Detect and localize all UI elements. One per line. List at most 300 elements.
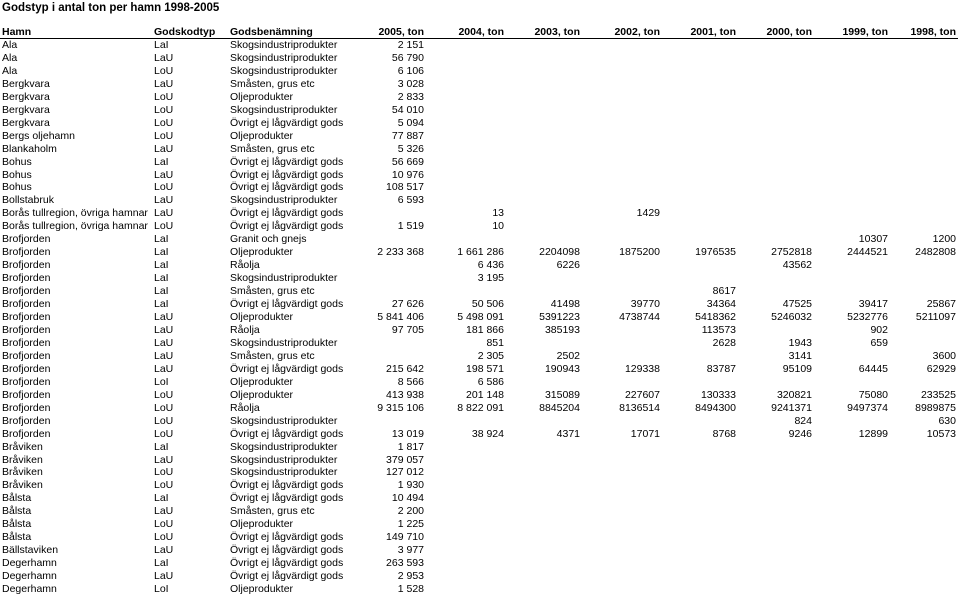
cell-1998: [890, 207, 958, 220]
cell-2000: [738, 156, 814, 169]
cell-1999: [814, 518, 890, 531]
cell-1999: 659: [870, 336, 888, 349]
cell-godskodtyp: LaU: [154, 51, 174, 64]
col-header-godsbenamning: Godsbenämning: [228, 26, 354, 39]
cell-1998: [890, 91, 958, 104]
table-row: [0, 415, 958, 428]
cell-2001: [662, 479, 738, 492]
cell-1998: 233525: [920, 388, 956, 401]
cell-2003: [506, 104, 582, 117]
cell-godskodtyp: LaI: [154, 557, 169, 570]
cell-2005: 97 705: [391, 323, 424, 336]
table-row: [0, 454, 958, 467]
cell-godsbenamning: Råolja: [230, 259, 260, 272]
cell-1999: [814, 130, 890, 143]
cell-godskodtyp: LaU: [154, 207, 174, 220]
table-row: [0, 169, 958, 182]
cell-2005: 5 326: [397, 142, 424, 155]
cell-2001: [662, 143, 738, 156]
cell-2004: 3 195: [477, 272, 504, 285]
cell-2003: 2502: [556, 349, 580, 362]
cell-2005: 6 106: [397, 64, 424, 77]
cell-1999: [814, 220, 890, 233]
cell-2002: 129338: [624, 362, 660, 375]
table-row: [0, 518, 958, 531]
table-row: [0, 39, 958, 52]
cell-1999: [814, 39, 890, 52]
cell-2003: 4371: [556, 427, 580, 440]
cell-1998: [890, 505, 958, 518]
cell-1998: [890, 492, 958, 505]
cell-godsbenamning: Oljeprodukter: [230, 246, 294, 259]
cell-2000: [738, 492, 814, 505]
cell-1999: [814, 52, 890, 65]
cell-godskodtyp: LoU: [154, 90, 174, 103]
cell-1998: [890, 181, 958, 194]
cell-hamn: Bohus: [2, 155, 32, 168]
cell-2005: 10 976: [391, 168, 424, 181]
cell-hamn: Brofjorden: [2, 285, 51, 298]
cell-hamn: Borås tullregion, övriga hamnar: [2, 207, 148, 220]
cell-godskodtyp: LoU: [154, 531, 174, 544]
cell-godskodtyp: LaI: [154, 285, 169, 298]
cell-2002: [582, 324, 662, 337]
cell-godskodtyp: LoU: [154, 466, 174, 479]
cell-2001: 1976535: [695, 246, 736, 259]
cell-godskodtyp: LaU: [154, 168, 174, 181]
cell-2005: 1 225: [397, 518, 424, 531]
cell-1998: [890, 557, 958, 570]
cell-2000: 43562: [782, 259, 812, 272]
cell-2001: [662, 272, 738, 285]
cell-2002: [582, 117, 662, 130]
table-row: [0, 337, 958, 350]
cell-2001: [662, 181, 738, 194]
cell-hamn: Brofjorden: [2, 259, 51, 272]
cell-godskodtyp: LoU: [154, 220, 174, 233]
cell-2000: [738, 52, 814, 65]
cell-hamn: Ala: [2, 51, 18, 64]
cell-2000: [738, 207, 814, 220]
cell-2004: [426, 169, 506, 182]
cell-2003: [506, 479, 582, 492]
cell-2004: [426, 531, 506, 544]
col-header-2004: 2004, ton: [426, 26, 506, 39]
cell-2005: 2 151: [397, 39, 424, 51]
cell-hamn: Bergkvara: [2, 90, 50, 103]
cell-2002: 4738744: [619, 311, 660, 324]
cell-2000: [738, 583, 814, 596]
cell-1999: [814, 272, 890, 285]
cell-godsbenamning: Skogsindustriprodukter: [230, 272, 338, 285]
cell-1998: [890, 65, 958, 78]
cell-hamn: Brofjorden: [2, 362, 51, 375]
cell-2002: [582, 156, 662, 169]
cell-2005: [354, 207, 426, 220]
cell-2004: [426, 518, 506, 531]
header-row: [0, 26, 958, 39]
cell-2005: 215 642: [386, 362, 424, 375]
cell-godsbenamning: Övrigt ej lågvärdigt gods: [230, 427, 344, 440]
cell-hamn: Degerhamn: [2, 570, 57, 583]
table-row: [0, 311, 958, 324]
cell-2001: [662, 130, 738, 143]
cell-2002: [582, 169, 662, 182]
cell-godskodtyp: LaI: [154, 492, 169, 505]
cell-godsbenamning: Övrigt ej lågvärdigt gods: [230, 181, 344, 194]
cell-2003: [506, 78, 582, 91]
cell-godskodtyp: LaU: [154, 194, 174, 207]
cell-1999: [814, 143, 890, 156]
cell-2005: [354, 415, 426, 428]
cell-2003: [506, 143, 582, 156]
cell-2003: [506, 583, 582, 596]
cell-2001: 5418362: [695, 311, 736, 324]
cell-2002: [582, 466, 662, 479]
cell-2004: [426, 492, 506, 505]
cell-godskodtyp: LaI: [154, 259, 169, 272]
cell-1998: 25867: [926, 298, 956, 311]
cell-godskodtyp: LoU: [154, 181, 174, 194]
cell-2003: [506, 52, 582, 65]
cell-2003: 6226: [556, 259, 580, 272]
cell-2002: 227607: [624, 388, 660, 401]
cell-godsbenamning: Oljeprodukter: [230, 518, 294, 531]
cell-1999: [814, 583, 890, 596]
cell-godsbenamning: Skogsindustriprodukter: [230, 39, 338, 51]
cell-2003: [506, 156, 582, 169]
cell-godskodtyp: LoU: [154, 388, 174, 401]
cell-1998: [890, 156, 958, 169]
cell-1998: [890, 544, 958, 557]
cell-godskodtyp: LoU: [154, 103, 174, 116]
cell-1998: [890, 583, 958, 596]
cell-godsbenamning: Skogsindustriprodukter: [230, 414, 338, 427]
cell-2000: 1943: [788, 336, 812, 349]
cell-godsbenamning: Övrigt ej lågvärdigt gods: [230, 155, 344, 168]
cell-1998: [890, 104, 958, 117]
cell-2004: [426, 65, 506, 78]
cell-godsbenamning: Småsten, grus etc: [230, 349, 315, 362]
cell-1999: [814, 415, 890, 428]
cell-2001: [662, 156, 738, 169]
cell-1998: [890, 454, 958, 467]
cell-2005: 6 593: [397, 194, 424, 207]
cell-2000: [738, 117, 814, 130]
cell-hamn: Degerhamn: [2, 557, 57, 570]
cell-hamn: Bråviken: [2, 466, 43, 479]
cell-godskodtyp: LaU: [154, 323, 174, 336]
cell-2002: [582, 544, 662, 557]
cell-1998: [890, 78, 958, 91]
cell-2005: 54 010: [391, 103, 424, 116]
cell-godskodtyp: LoU: [154, 427, 174, 440]
cell-2005: 2 953: [397, 570, 424, 583]
cell-2004: [426, 194, 506, 207]
cell-2005: [354, 337, 426, 350]
cell-godsbenamning: Småsten, grus etc: [230, 505, 315, 518]
cell-1998: [890, 441, 958, 454]
cell-1998: 5211097: [915, 311, 956, 324]
cell-2000: 824: [794, 414, 812, 427]
table-row: [0, 246, 958, 259]
cell-2000: [738, 441, 814, 454]
cell-1999: [814, 65, 890, 78]
cell-2004: [426, 557, 506, 570]
table-row: [0, 544, 958, 557]
cell-2000: [738, 194, 814, 207]
cell-godsbenamning: Övrigt ej lågvärdigt gods: [230, 531, 344, 544]
cell-godskodtyp: LaU: [154, 311, 174, 324]
cell-2000: 95109: [782, 362, 812, 375]
cell-2002: [582, 492, 662, 505]
cell-godskodtyp: LaU: [154, 349, 174, 362]
cell-2002: [582, 285, 662, 298]
cell-godsbenamning: Övrigt ej lågvärdigt gods: [230, 168, 344, 181]
cell-2000: [738, 169, 814, 182]
cell-1999: [814, 285, 890, 298]
cell-2004: 201 148: [466, 388, 504, 401]
cell-2003: 8845204: [539, 401, 580, 414]
table-row: [0, 117, 958, 130]
table-row: [0, 194, 958, 207]
cell-1998: [890, 220, 958, 233]
cell-godskodtyp: LaI: [154, 298, 169, 311]
cell-1999: 5232776: [847, 311, 888, 324]
cell-godsbenamning: Oljeprodukter: [230, 375, 294, 388]
cell-hamn: Bålsta: [2, 505, 32, 518]
cell-godskodtyp: LaU: [154, 142, 174, 155]
cell-2004: 10: [492, 220, 504, 233]
cell-2001: 130333: [700, 388, 736, 401]
cell-godsbenamning: Skogsindustriprodukter: [230, 51, 338, 64]
cell-2001: [662, 169, 738, 182]
cell-2001: [662, 39, 738, 52]
cell-2001: 8768: [712, 427, 736, 440]
cell-hamn: Bällstaviken: [2, 544, 59, 557]
cell-2001: [662, 104, 738, 117]
cell-2005: 263 593: [386, 557, 424, 570]
cell-1999: [814, 466, 890, 479]
table-row: [0, 259, 958, 272]
cell-2003: [506, 169, 582, 182]
cell-1999: 902: [870, 323, 888, 336]
cell-2000: [738, 78, 814, 91]
cell-2004: [426, 583, 506, 596]
cell-2002: [582, 220, 662, 233]
cell-1999: [814, 156, 890, 169]
cell-2003: 190943: [544, 362, 580, 375]
cell-2001: [662, 376, 738, 389]
cell-2002: [582, 78, 662, 91]
cell-godsbenamning: Råolja: [230, 401, 260, 414]
cell-hamn: Brofjorden: [2, 336, 51, 349]
cell-godsbenamning: Skogsindustriprodukter: [230, 453, 338, 466]
col-header-hamn: Hamn: [0, 26, 152, 39]
table-row: [0, 220, 958, 233]
table-row: [0, 181, 958, 194]
cell-godskodtyp: LoU: [154, 518, 174, 531]
cell-2000: [738, 65, 814, 78]
cell-2004: [426, 454, 506, 467]
cell-2005: 8 566: [397, 375, 424, 388]
cell-2000: 2752818: [771, 246, 812, 259]
cell-1998: [890, 570, 958, 583]
cell-2005: 9 315 106: [377, 401, 424, 414]
cell-1998: [890, 169, 958, 182]
cell-hamn: Bråviken: [2, 440, 43, 453]
cell-1999: [814, 376, 890, 389]
cell-2002: [582, 505, 662, 518]
cell-1999: [814, 104, 890, 117]
cell-2004: [426, 233, 506, 246]
cell-hamn: Brofjorden: [2, 311, 51, 324]
col-header-2001: 2001, ton: [662, 26, 738, 39]
cell-2004: 181 866: [466, 323, 504, 336]
cell-1999: [814, 441, 890, 454]
cell-2003: [506, 65, 582, 78]
cell-2002: 1875200: [619, 246, 660, 259]
cell-hamn: Brofjorden: [2, 349, 51, 362]
table-row: [0, 104, 958, 117]
cell-2004: [426, 91, 506, 104]
cell-hamn: Bergs oljehamn: [2, 129, 75, 142]
cell-2004: 50 506: [471, 298, 504, 311]
cell-2001: [662, 415, 738, 428]
cell-hamn: Bråviken: [2, 453, 43, 466]
cell-godsbenamning: Övrigt ej lågvärdigt gods: [230, 116, 344, 129]
cell-2000: 3141: [788, 349, 812, 362]
table-row: [0, 272, 958, 285]
cell-1999: 75080: [858, 388, 888, 401]
cell-1999: 2444521: [847, 246, 888, 259]
cell-2004: [426, 570, 506, 583]
cell-2004: [426, 143, 506, 156]
cell-godskodtyp: LoU: [154, 116, 174, 129]
cell-godsbenamning: Oljeprodukter: [230, 311, 294, 324]
cell-1998: 3600: [932, 349, 956, 362]
cell-2002: [582, 350, 662, 363]
cell-1999: 9497374: [847, 401, 888, 414]
cell-2005: 77 887: [391, 129, 424, 142]
cell-2005: 2 200: [397, 505, 424, 518]
cell-godskodtyp: LaU: [154, 336, 174, 349]
cell-1998: 630: [938, 414, 956, 427]
cell-godsbenamning: Skogsindustriprodukter: [230, 440, 338, 453]
cell-2004: 6 436: [477, 259, 504, 272]
cell-godskodtyp: LaU: [154, 77, 174, 90]
cell-2003: [506, 194, 582, 207]
cell-godsbenamning: Oljeprodukter: [230, 90, 294, 103]
cell-2002: [582, 272, 662, 285]
cell-1999: [814, 505, 890, 518]
cell-2003: [506, 39, 582, 52]
cell-1998: [890, 130, 958, 143]
cell-1998: [890, 52, 958, 65]
cell-godsbenamning: Råolja: [230, 323, 260, 336]
table-row: [0, 52, 958, 65]
cell-2004: [426, 285, 506, 298]
cell-hamn: Ala: [2, 39, 18, 51]
cell-1999: [814, 531, 890, 544]
cell-1999: [814, 557, 890, 570]
cell-2002: 39770: [630, 298, 660, 311]
cell-godskodtyp: LaU: [154, 453, 174, 466]
cell-1998: [890, 285, 958, 298]
cell-godskodtyp: LoU: [154, 414, 174, 427]
table-row: [0, 207, 958, 220]
cell-2002: [582, 104, 662, 117]
cell-2002: [582, 130, 662, 143]
cell-2004: 8 822 091: [457, 401, 504, 414]
cell-godsbenamning: Övrigt ej lågvärdigt gods: [230, 479, 344, 492]
cell-2002: [582, 518, 662, 531]
cell-2000: 5246032: [771, 311, 812, 324]
cell-godsbenamning: Skogsindustriprodukter: [230, 466, 338, 479]
cell-1998: 62929: [926, 362, 956, 375]
table-row: [0, 91, 958, 104]
cell-2003: [506, 91, 582, 104]
cell-2004: [426, 156, 506, 169]
cell-hamn: Bråviken: [2, 479, 43, 492]
cell-2005: [354, 350, 426, 363]
cell-2004: 198 571: [466, 362, 504, 375]
table-row: [0, 298, 958, 311]
cell-2000: [738, 39, 814, 52]
table-row: [0, 570, 958, 583]
col-header-2000: 2000, ton: [738, 26, 814, 39]
col-header-2002: 2002, ton: [582, 26, 662, 39]
cell-2000: [738, 130, 814, 143]
cell-2001: [662, 259, 738, 272]
cell-2001: [662, 518, 738, 531]
cell-2000: [738, 285, 814, 298]
cell-hamn: Brofjorden: [2, 323, 51, 336]
cell-hamn: Blankaholm: [2, 142, 57, 155]
cell-1999: [814, 479, 890, 492]
cell-2000: [738, 505, 814, 518]
cell-2005: 3 977: [397, 544, 424, 557]
cell-2003: [506, 233, 582, 246]
table-row: [0, 441, 958, 454]
cell-2003: [506, 285, 582, 298]
cell-2002: [582, 479, 662, 492]
cell-hamn: Brofjorden: [2, 246, 51, 259]
cell-2002: [582, 441, 662, 454]
cell-2003: [506, 454, 582, 467]
cell-2004: 13: [492, 207, 504, 220]
cell-2005: [354, 285, 426, 298]
cell-2002: [582, 454, 662, 467]
cell-hamn: Bollstabruk: [2, 194, 54, 207]
table-row: [0, 78, 958, 91]
cell-godskodtyp: LaU: [154, 570, 174, 583]
cell-1998: 2482808: [915, 246, 956, 259]
cell-2004: [426, 505, 506, 518]
cell-2001: [662, 454, 738, 467]
cell-1999: [814, 454, 890, 467]
cell-2003: 385193: [544, 323, 580, 336]
cell-2000: [738, 220, 814, 233]
table-row: [0, 479, 958, 492]
cell-godskodtyp: LoU: [154, 129, 174, 142]
cell-godsbenamning: Oljeprodukter: [230, 388, 294, 401]
cell-2002: [582, 337, 662, 350]
cell-hamn: Brofjorden: [2, 427, 51, 440]
cell-2002: [582, 91, 662, 104]
cell-2000: [738, 466, 814, 479]
cell-godskodtyp: LaI: [154, 233, 169, 246]
